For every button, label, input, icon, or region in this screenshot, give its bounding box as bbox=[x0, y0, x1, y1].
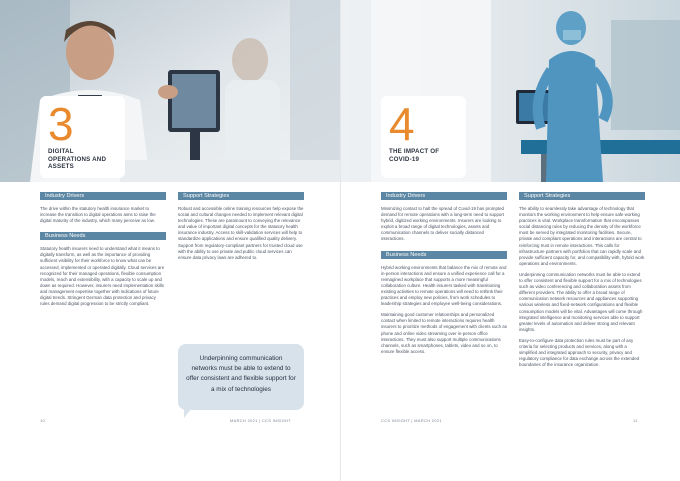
business-needs-heading: Business Needs bbox=[381, 251, 507, 259]
support-strategies-heading: Support Strategies bbox=[519, 192, 645, 200]
support-strategies-text bbox=[178, 206, 304, 261]
business-needs-heading: Business Needs bbox=[40, 232, 166, 240]
right-column bbox=[178, 192, 304, 266]
industry-drivers-text bbox=[381, 206, 507, 243]
left-column bbox=[381, 192, 507, 360]
section-title: THE IMPACT OF COVID-19 bbox=[389, 148, 440, 163]
section-number-card bbox=[40, 96, 125, 178]
paragraph: Minimizing contact to halt the spread of Covid-19 has prompted demand for remote operations with a long-term need to support hybrid, digitized working environments. Insurers are looking to exploit a broad range of digital technologies, assets and communication channels to deliver socially distanced interactions. bbox=[381, 206, 505, 242]
footer-page-number: 10 bbox=[40, 418, 46, 423]
support-strategies-heading: Support Strategies bbox=[178, 192, 304, 200]
paragraph: Hybrid working environments that balance the mix of remote and in-person interactions and ensure a unified experience call for a reimagined workplace that supports a more meaningful collaboration culture. Health insurers tasked with transitioning existing activities to remote operations will need to rethink their practices and employ new policies, from work schedules to leadership strategies and employee well-being considerations. bbox=[381, 264, 507, 307]
footer-page-number: 11 bbox=[633, 418, 638, 423]
business-needs-text bbox=[40, 246, 166, 307]
paragraph: Robust and accessible online training resources help expose the social and cultural changes needed to implement relevant digital technologies. These are paramount to conveying the relevance and value of important digital concepts for the statutory health insurance industry. Access to skill-validation services will help to standardize applications and ensure qualified quality delivery. Support from regulatory-compliant partners for trusted cloud use with the ability to use private and public cloud services can ensure data privacy laws are adhered to. bbox=[178, 206, 304, 260]
footer-text: CCS INSIGHT | MARCH 2021 bbox=[381, 418, 442, 423]
industry-drivers-heading: Industry Drivers bbox=[381, 192, 507, 200]
right-column bbox=[519, 192, 645, 373]
section-title: DIGITAL OPERATIONS AND ASSETS bbox=[48, 148, 107, 171]
left-column bbox=[40, 192, 166, 312]
paragraph: The ability to seamlessly take advantage of technology that monitors the working environment to help ensure safe working practices is vital. Workplace transformation that encompasses social distancing rules by reducing the density of the workforce must be served by integrated monitoring facilities. Secure, private and compliant operations and interactions are central to reinforcing trust in remote interactions. This calls for infrastructure partners with portfolios that can rapidly scale and provide sufficient capacity for, and compatibility with, hybrid work operations and environments. bbox=[519, 206, 645, 266]
pull-quote-tail bbox=[184, 408, 192, 418]
support-strategies-text bbox=[519, 206, 645, 368]
paragraph: Statutory health insurers need to understand what it means to digitally transform, as well as the importance of providing sufficient visibility for their workforce to know what can be accessed, implemented or operated digitally. Cloud services are recognized for their managed operations, flexible consumption models, reach and extensibility, with a capacity to scale up and down as required. However, insurers need implementation skills and management expertise together with indications of future digital trends. Stringent German data protection and privacy rules demand digital progression to be strictly compliant. bbox=[40, 246, 165, 307]
paragraph: Maintaining good customer relationships and personalized contact when limited to remote interactions requires health insurers to prioritize methods of engagement with clients such as phone and online video streaming over in-person office interactions. They must also support multiple communications channels, such as smartphones, tablets, video and so on, to ensure flexible access. bbox=[381, 312, 507, 354]
paragraph: The drive within the statutory health insurance market to increase the transition to digital operations aims to raise the digital maturity of the industry, which many perceive as low. bbox=[40, 206, 156, 224]
section-number: 3 bbox=[48, 98, 74, 150]
paragraph: Easy-to-configure data protection rules must be part of any criteria for selecting products and services, along with a simplified and integrated approach to security, privacy and regulatory compliance for data exchange across the extended boundaries of the insurance organization. bbox=[519, 337, 640, 368]
pull-quote: Underpinning communication networks must be able to extend to offer consistent and flexible support for a mix of technologies bbox=[178, 344, 304, 410]
section-number: 4 bbox=[389, 98, 415, 150]
business-needs-text bbox=[381, 265, 507, 355]
industry-drivers-text bbox=[40, 206, 166, 224]
section-number-card bbox=[381, 96, 466, 178]
industry-drivers-heading: Industry Drivers bbox=[40, 192, 166, 200]
footer-text: MARCH 2021 | CCS INSIGHT bbox=[230, 418, 291, 423]
right-page bbox=[340, 0, 680, 481]
paragraph: Underpinning communication networks must be able to extend to offer consistent and flexible support for a mix of technologies such as video conferencing and collaboration assets from different providers. The ability to offer a broad range of communication network resources and appliances supporting various wireless and fixed-network configurations and flexible consumption models will be vital. Advantages will come through integrated intelligence and monitoring services able to support greater levels of automation and deliver strong and relevant insights. bbox=[519, 271, 643, 332]
